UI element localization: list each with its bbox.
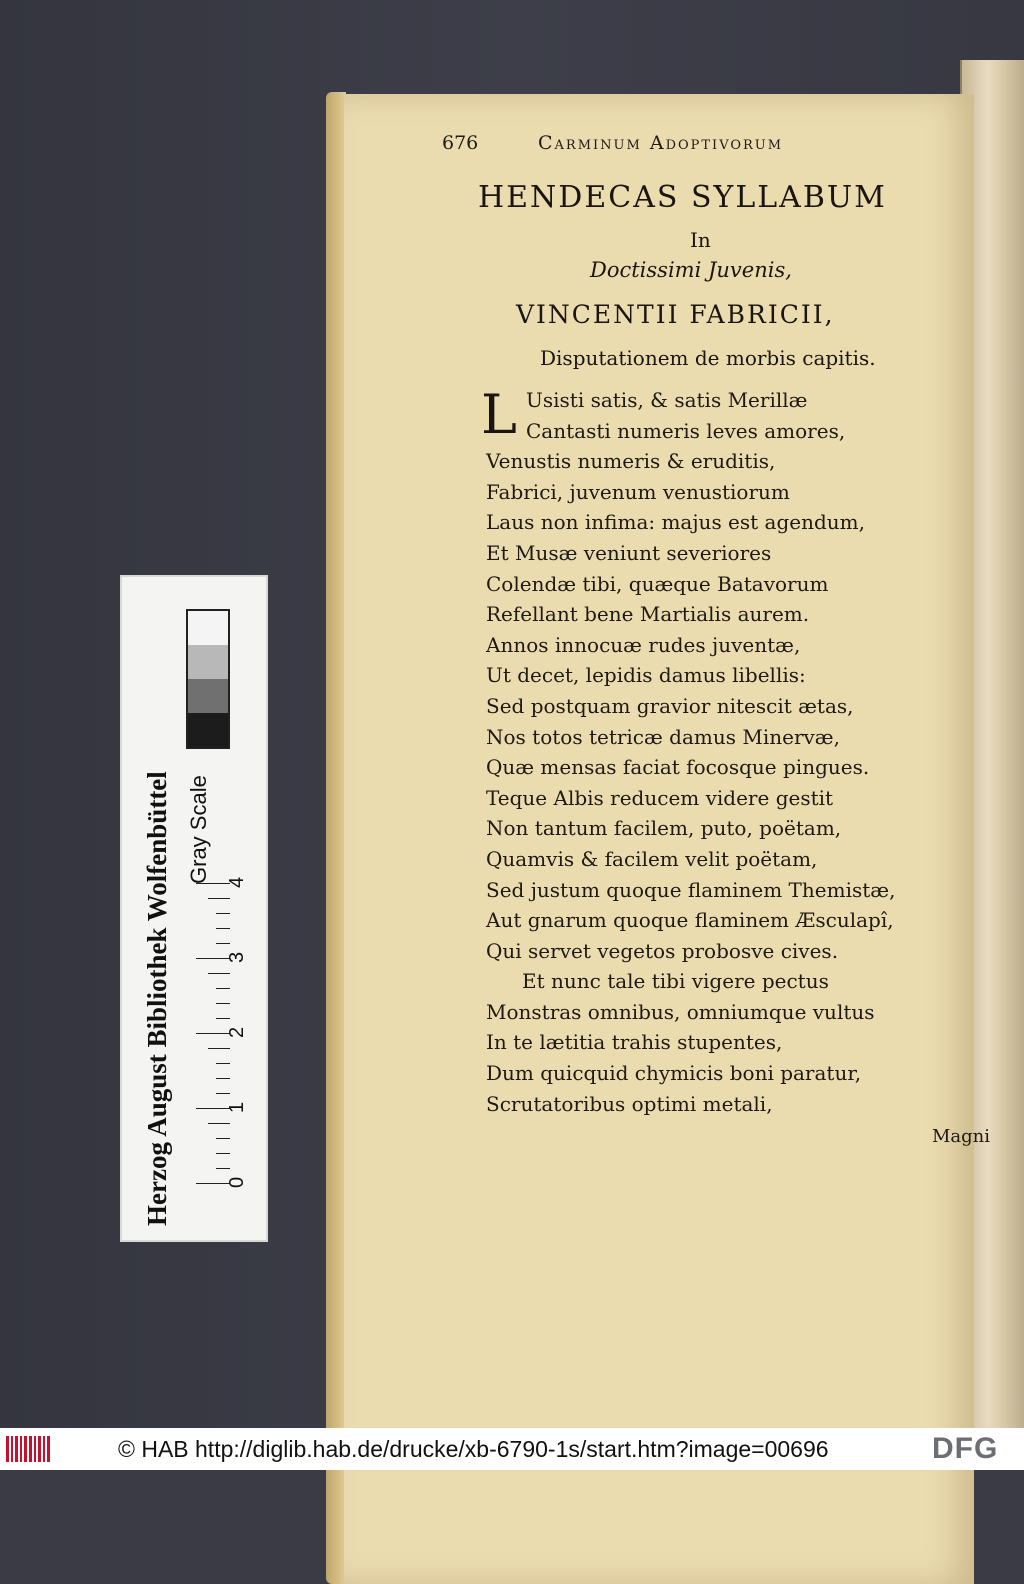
poem-line: Qui servet vegetos probosve cives. <box>486 938 839 963</box>
poem-line: Cantasti numeris leves amores, <box>526 418 846 443</box>
scale-number: 3 <box>226 951 248 963</box>
poem-line: Usisti satis, & satis Merillæ <box>526 388 808 412</box>
ruler-rotated-content <box>122 577 270 1244</box>
poem-line: Refellant bene Martialis aurem. <box>486 602 810 627</box>
page-number: 676 <box>442 132 479 154</box>
poem-line: Teque Albis reducem videre gestit <box>486 785 834 810</box>
footer-bar <box>0 1428 1024 1470</box>
poem-line: In te lætitia trahis stupentes, <box>486 1030 783 1055</box>
poem-line: Et nunc tale tibi vigere pectus <box>522 969 829 994</box>
poem-line: Scrutatoribus optimi metali, <box>486 1091 773 1116</box>
scale-number: 2 <box>226 1026 248 1038</box>
poem-line: Ut decet, lepidis damus libellis: <box>486 663 806 688</box>
catchword: Magni <box>932 1126 991 1147</box>
poem-line: Colendæ tibi, quæque Batavorum <box>486 571 829 596</box>
poem-body <box>486 385 926 1119</box>
poem-line: Quæ mensas faciat focosque pingues. <box>486 755 870 780</box>
poem-line: Fabrici, juvenum venustiorum <box>486 479 790 504</box>
poem-line: Monstras omnibus, omniumque vultus <box>486 999 875 1024</box>
poem-title: HENDECAS SYLLABUM <box>478 180 887 215</box>
copyright-link[interactable]: © HAB http://diglib.hab.de/drucke/xb-6790-1s/start.htm?image=00696 <box>118 1436 829 1462</box>
poem-line: Nos totos tetricæ damus Minervæ, <box>486 724 840 749</box>
scale-number: 4 <box>226 876 248 888</box>
ruler-library-title: Herzog August Bibliothek Wolfenbüttel <box>142 771 172 1226</box>
drop-capital: L <box>481 383 517 446</box>
poem-line: Laus non infima: majus est agendum, <box>486 510 866 535</box>
poem-line: Venustis numeris & eruditis, <box>486 449 776 474</box>
gray-scale-swatch <box>186 609 230 749</box>
gray-scale-label: Gray Scale <box>186 775 211 884</box>
title-name: VINCENTII FABRICII, <box>516 300 835 329</box>
dfg-logo: DFG <box>932 1432 999 1465</box>
scale-number: 0 <box>226 1176 248 1188</box>
title-in: In <box>690 228 711 252</box>
title-subject: Disputationem de morbis capitis. <box>540 346 876 370</box>
ruler-scale <box>196 884 230 1184</box>
scale-number: 1 <box>226 1101 248 1113</box>
poem-line: Dum quicquid chymicis boni paratur, <box>486 1061 862 1086</box>
page-fore-edge <box>326 92 346 1584</box>
poem-line: Quamvis & facilem velit poëtam, <box>486 846 818 871</box>
title-dedication: Doctissimi Juvenis, <box>590 258 792 282</box>
hab-logo-icon <box>6 1436 50 1462</box>
poem-line: Sed postquam gravior nitescit ætas, <box>486 693 854 718</box>
poem-line: Aut gnarum quoque flaminem Æsculapî, <box>486 908 894 933</box>
poem-line: Sed justum quoque flaminem Themistæ, <box>486 877 896 902</box>
running-title: Carminum Adoptivorum <box>538 132 784 154</box>
poem-line: Et Musæ veniunt severiores <box>486 540 772 565</box>
scale-ruler-card <box>120 575 268 1242</box>
poem-line: Annos innocuæ rudes juventæ, <box>486 632 801 657</box>
poem-line: Non tantum facilem, puto, poëtam, <box>486 816 842 841</box>
